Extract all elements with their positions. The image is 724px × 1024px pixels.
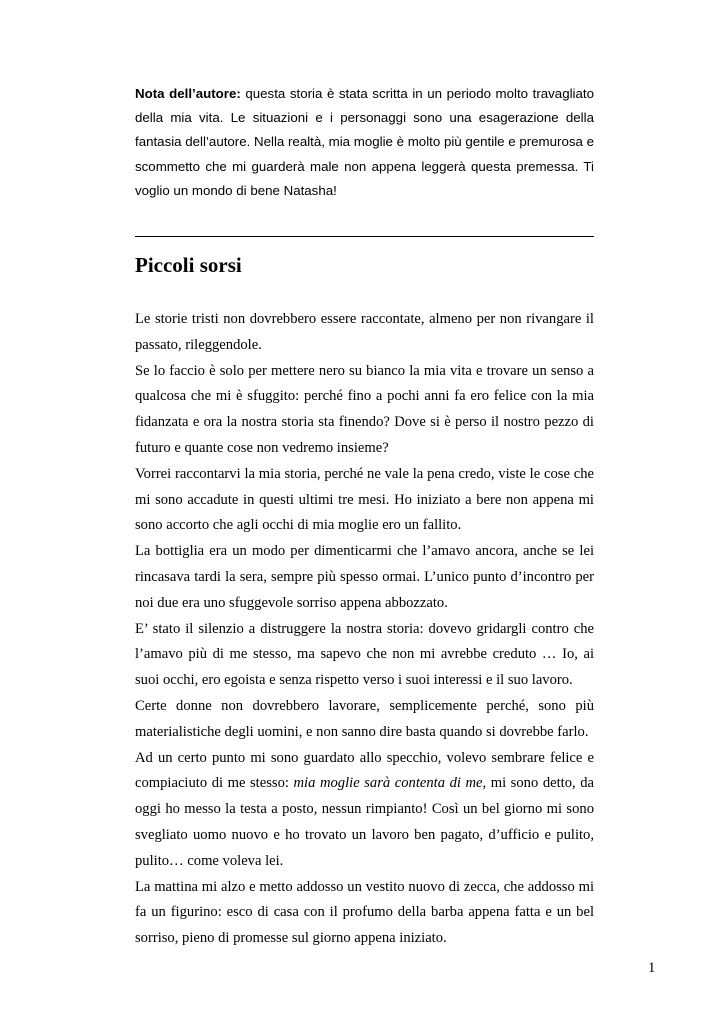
paragraph: E’ stato il silenzio a distruggere la nostra storia: dovevo gridargli contro che l’amavo più di me stesso, ma sapevo che non mi avrebbe creduto … Io, ai suoi occhi, ero egoista e senza rispetto verso i suoi interessi e il suo lavoro. (135, 620, 594, 689)
section-divider (135, 236, 594, 237)
page-number: 1 (648, 960, 656, 976)
paragraph: Le storie tristi non dovrebbero essere raccontate, almeno per non rivangare il passato, rileggendole. (135, 311, 594, 353)
paragraph (135, 746, 594, 875)
paragraph: Certe donne non dovrebbero lavorare, semplicemente perché, sono più materialistiche degli uomini, e non sanno dire basta quando si dovrebbe farlo. (135, 697, 594, 740)
paragraph-text: Ad un certo punto mi sono guardato allo specchio, volevo sembrare felice e compiaciuto di me stesso: (135, 749, 594, 792)
author-note-label: Nota dell’autore: (135, 86, 241, 101)
paragraph-text: , mi sono detto, da oggi ho messo la testa a posto, nessun rimpianto! Così un bel giorno mi sono svegliato uomo nuovo e ho trovato un lavoro ben pagato, d’ufficio e pulito, pulito… come voleva lei. (135, 775, 594, 869)
paragraph: La mattina mi alzo e metto addosso un vestito nuovo di zecca, che addosso mi fa un figurino: esco di casa con il profumo della barba appena fatta e un bel sorriso, pieno di promesse sul giorno appena iniziato. (135, 878, 594, 947)
story-body (135, 307, 594, 952)
paragraph: Vorrei raccontarvi la mia storia, perché ne vale la pena credo, viste le cose che mi sono accadute in questi ultimi tre mesi. Ho iniziato a bere non appena mi sono accorto che agli occhi di mia moglie ero un fallito. (135, 465, 594, 534)
italic-quote: mia moglie sarà contenta di me (293, 775, 483, 792)
author-note (135, 82, 594, 203)
author-note-text: questa storia è stata scritta in un periodo molto travagliato della mia vita. Le situazioni e i personaggi sono una esagerazione della fantasia dell’autore. Nella realtà, mia moglie è molto più gentile e premurosa e scommetto che mi guarderà male non appena leggerà questa premessa. Ti voglio un mondo di bene Natasha! (135, 86, 594, 198)
story-title: Piccoli sorsi (135, 253, 242, 277)
paragraph: Se lo faccio è solo per mettere nero su bianco la mia vita e trovare un senso a qualcosa che mi è sfuggito: perché fino a pochi anni fa ero felice con la mia fidanzata e ora la nostra storia sta finendo? Dove si è perso il nostro pezzo di futuro e quante cose non vedremo insieme? (135, 362, 594, 456)
paragraph: La bottiglia era un modo per dimenticarmi che l’amavo ancora, anche se lei rincasava tardi la sera, sempre più spesso ormai. L’unico punto d’incontro per noi due era uno sfuggevole sorriso appena abbozzato. (135, 543, 594, 611)
